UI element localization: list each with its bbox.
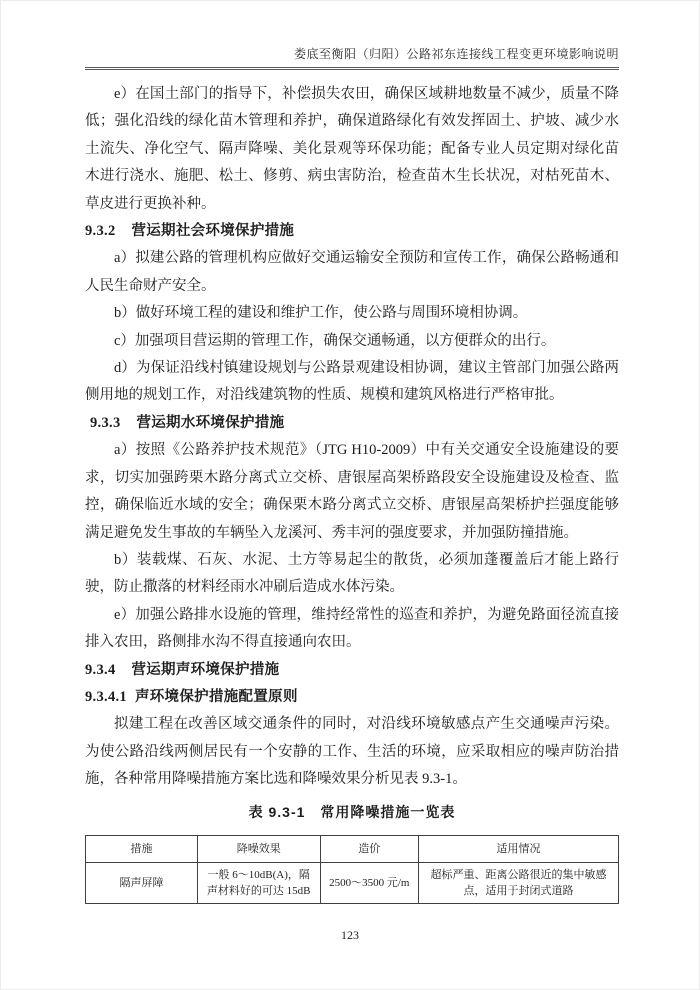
paragraph-item-d: d）为保证沿线村镇建设规划与公路景观建设相协调，建议主管部门加强公路两侧用地的规划工作，对沿线建筑物的性质、规模和建筑风格进行严格审批。 (85, 360, 619, 404)
section-heading-9-3-3 (85, 410, 619, 437)
paragraph-item-e: e）加强公路排水设施的管理，维持经常性的巡查和养护，为避免路面径流直接排入农田，路侧排水沟不得直接通向农田。 (85, 606, 619, 651)
cell-cost: 2500～3500 元/m (320, 862, 419, 903)
paragraph-item-c: c）加强项目营运期的管理工作，确保交通畅通，以方便群众的出行。 (114, 332, 556, 349)
section-number: 9.3.3 (90, 414, 121, 431)
section-title: 营运期水环境保护措施 (136, 414, 285, 431)
paragraph-item-a: a）按照《公路养护技术规范》（JTG H10-2009）中有关交通安全设施建设的要求，切实加强跨栗木路分离式立交桥、唐银屋高架桥路段安全设施建设及检查、监控，确保临近水域的安全；确保栗木路分离式立交桥、唐银屋高架桥护拦强度能够满足避免发生事故的车辆坠入龙溪河、秀丰河的强度要求，并加强防撞措施。 (85, 442, 619, 541)
section-title: 营运期社会环境保护措施 (131, 223, 295, 240)
paragraph-item-b: b）做好环境工程的建设和维护工作，使公路与周围环境相协调。 (114, 305, 528, 322)
section-heading-9-3-4-1 (85, 684, 619, 711)
column-header-noise-reduction: 降噪效果 (197, 835, 320, 862)
page-number: 123 (341, 928, 359, 942)
section-number: 9.3.2 (85, 223, 116, 240)
noise-measures-table (85, 835, 619, 904)
running-header: 娄底至衡阳（归阳）公路祁东连接线工程变更环境影响说明 (85, 1, 619, 70)
paragraph-intro: 拟建工程在改善区域交通条件的同时，对沿线环境敏感点产生交通噪声污染。为使公路沿线两侧居民有一个安静的工作、生活的环境，应采取相应的噪声防治措施，各种常用降噪措施方案比选和降噪效果分析见表 9.3-1。 (85, 716, 619, 788)
document-body (85, 81, 619, 904)
cell-applicability: 超标严重、距离公路很近的集中敏感点，适用于封闭式道路 (419, 862, 619, 903)
table-header-row (86, 835, 619, 862)
section-title: 声环境保护措施配置原则 (134, 688, 298, 705)
section-heading-9-3-4 (85, 657, 619, 684)
section-heading-9-3-2 (85, 218, 619, 245)
column-header-cost: 造价 (320, 835, 419, 862)
paragraph-item-a: a）拟建公路的管理机构应做好交通运输安全预防和宣传工作，确保公路畅通和人民生命财产安全。 (85, 250, 619, 294)
table-row (86, 862, 619, 903)
page-content (85, 1, 619, 904)
table-title: 表 9.3-1 常用降噪措施一览表 (248, 803, 456, 820)
column-header-applicability: 适用情况 (419, 835, 619, 862)
paragraph-item-e: e）在国土部门的指导下，补偿损失农田，确保区域耕地数量不减少，质量不降低；强化沿线的绿化苗木管理和养护，确保道路绿化有效发挥固土、护坡、减少水土流失、净化空气、隔声降噪、美化景观等环保功能；配备专业人员定期对绿化苗木进行浇水、施肥、松土、修剪、病虫害防治，检查苗木生长状况，对枯死苗木、草皮进行更换补种。 (85, 86, 619, 212)
section-title: 营运期声环境保护措施 (131, 661, 280, 678)
cell-measure: 隔声屏障 (86, 862, 198, 903)
cell-noise-reduction: 一般 6～10dB(A)，隔声材料好的可达 15dB (197, 862, 320, 903)
column-header-measure: 措施 (86, 835, 198, 862)
paragraph-item-b: b）装载煤、石灰、水泥、土方等易起尘的散货，必须加蓬覆盖后才能上路行驶，防止撒落的材料经雨水冲刷后造成水体污染。 (85, 551, 619, 596)
section-number: 9.3.4 (85, 661, 116, 678)
section-number: 9.3.4.1 (85, 688, 127, 705)
